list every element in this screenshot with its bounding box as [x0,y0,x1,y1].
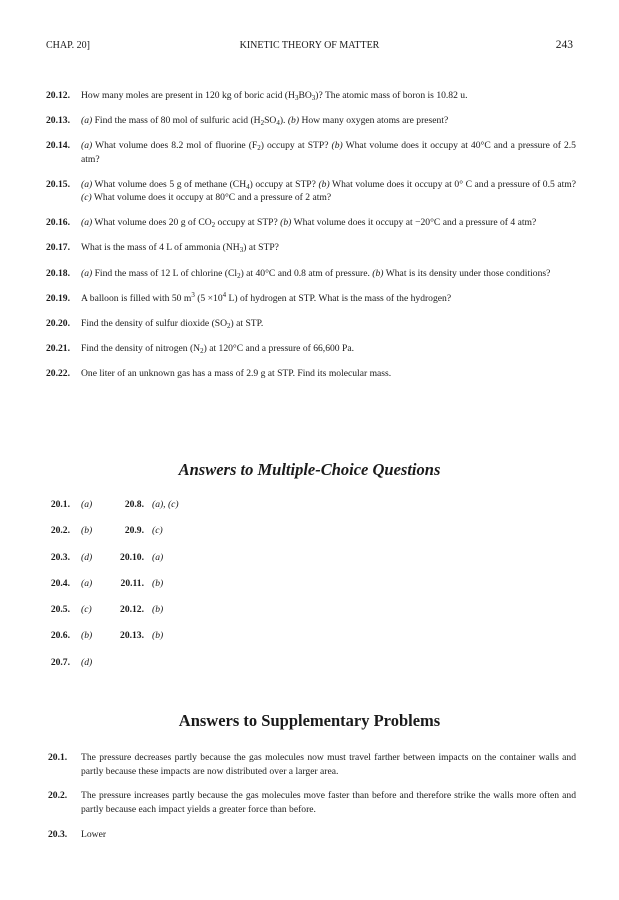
problem-item [46,267,576,281]
text-run: 3 [311,94,316,102]
question-number: 20.10. [120,551,144,563]
text-run: 2 [237,271,241,280]
text-run: SO [264,115,277,127]
text-run: (b) [331,140,343,152]
question-number: 20.5. [50,604,70,616]
problem-item [46,241,576,255]
problem-text [81,139,576,166]
text-run: What is the mass of 4 L of ammonia (NH [81,242,240,254]
mc-answers-heading: Answers to Multiple-Choice Questions [178,460,441,479]
supplementary-problems-list [46,89,576,392]
problem-item [46,292,576,306]
text-run: Find the mass of 12 L of chlorine (Cl [92,267,238,279]
text-run: ) occupy at STP? [249,178,319,190]
text-run: )? The atomic mass of boron is 10.82 u. [315,90,468,101]
problem-text [81,89,576,103]
text-run: What volume does it occupy at 80°C and a pressure of 2 atm? [91,192,332,204]
answer-choice: (c) [81,604,92,616]
answer-choice: (d) [81,656,93,668]
question-number: 20.3. [50,551,70,563]
problem-item [46,216,576,230]
question-number: 20.11. [120,577,144,589]
question-number: 20.13. [120,630,144,642]
problem-item [46,139,576,166]
text-run: occupy at STP? [215,217,281,229]
question-number: 20.7. [50,656,70,668]
answer-text: Lower [81,828,107,840]
question-number: 20.1. [50,499,70,510]
text-run: (b) [372,267,384,279]
problem-text [81,317,576,331]
text-run: BO [298,90,312,101]
text-run: ) occupy at STP? [260,140,332,152]
text-run: 2 [211,221,216,230]
text-run: (c) [81,192,92,204]
answer-text: The pressure increases partly because the gas molecules move faster than before and therefore strike the walls more often and partly because each impact yields a greater force than before. [81,790,576,815]
text-run: A balloon is filled with 50 m [81,292,192,304]
text-run: How many oxygen atoms are present? [299,115,449,127]
question-number: 20.6. [50,630,70,642]
text-run: ) at STP? [243,242,279,254]
text-run: (b) [287,115,300,127]
answer-number: 20.1. [48,752,68,763]
text-run: One liter of an unknown gas has a mass of 2.9 g at STP. Find its molecular mass. [81,367,392,379]
problem-number: 20.21. [46,342,70,354]
text-run: How many moles are present in 120 kg of boric acid (H [81,90,295,101]
problem-text [81,241,576,255]
answer-number: 20.2. [48,790,68,802]
text-run: Find the density of nitrogen (N [81,342,201,354]
question-number: 20.12. [120,604,144,616]
text-run: 2 [257,144,261,153]
answer-choice: (d) [81,551,93,563]
answer-choice: (a) [152,551,164,563]
problem-text [81,292,576,306]
text-run: What is its density under those conditions? [383,267,551,279]
text-run: (a) [81,178,93,190]
problem-item [46,317,576,331]
sp-answers-list [46,751,576,852]
text-run: 3 [239,246,244,255]
chapter-label: CHAP. 20] [46,40,90,51]
problem-item [46,89,576,103]
problem-number: 20.17. [46,242,70,254]
text-run: (a) [81,115,93,127]
problem-number: 20.15. [46,178,70,190]
text-run: (a) [81,217,93,229]
answer-choice: (a), (c) [152,499,179,510]
problem-number: 20.18. [46,267,70,279]
text-run: 2 [200,346,204,355]
question-number: 20.9. [124,525,144,537]
answer-choice: (c) [152,525,163,537]
problem-item [46,342,576,356]
problem-text [81,267,576,281]
answer-choice: (a) [81,499,93,510]
text-run: (b) [280,217,292,229]
text-run: What volume does 8.2 mol of fluorine (F [92,140,258,152]
text-run: ) at STP. [230,317,264,329]
text-run: 4 [222,290,227,299]
answer-choice: (a) [81,577,93,589]
problem-number: 20.20. [46,317,70,329]
text-run: L) of hydrogen at STP. What is the mass of the hydrogen? [226,292,452,304]
problem-item [46,114,576,128]
problem-number: 20.16. [46,217,70,229]
question-number: 20.8. [124,499,144,510]
answer-choice: (b) [152,604,164,616]
answer-number: 20.3. [48,828,68,840]
sp-answer-item [46,828,576,842]
text-run: What volume does 20 g of CO [92,217,212,229]
text-run: ) at 120°C and a pressure of 66,600 Pa. [203,342,354,354]
text-run: (a) [81,267,93,279]
question-number: 20.2. [50,525,70,537]
text-run: 4 [246,182,250,191]
sp-answers-heading: Answers to Supplementary Problems [178,711,441,730]
text-run: 4 [276,119,280,128]
text-run: 3 [191,290,195,299]
problem-number: 20.19. [46,292,70,304]
problem-item [46,178,576,205]
text-run: (a) [81,140,93,152]
problem-number: 20.22. [46,367,70,379]
text-run: 3 [294,94,299,102]
page-number: 243 [555,39,573,51]
text-run: What volume does it occupy at −20°C and a pressure of 4 atm? [291,217,537,229]
text-run: (b) [318,178,330,190]
answer-choice: (b) [81,630,93,642]
text-run: (5 ×10 [194,292,223,304]
text-run: 2 [260,119,265,128]
problem-text [81,216,576,230]
problem-number: 20.14. [46,140,70,152]
text-run: ). [279,115,288,127]
text-run: What volume does it occupy at 0° C and a pressure of 0.5 atm? [329,178,576,190]
problem-number: 20.13. [46,115,70,127]
text-run: Find the mass of 80 mol of sulfuric acid (H [92,115,261,127]
text-run: 2 [227,321,231,330]
problem-text [81,178,576,205]
text-run: ) at 40°C and 0.8 atm of pressure. [240,267,373,279]
answer-choice: (b) [152,577,164,589]
problem-number: 20.12. [46,90,70,101]
answer-choice: (b) [81,525,93,537]
running-header [46,40,573,56]
problem-text [81,367,576,381]
problem-text [81,114,576,128]
problem-text [81,342,576,356]
answer-choice: (b) [152,630,164,642]
question-number: 20.4. [50,577,70,589]
chapter-title: KINETIC THEORY OF MATTER [239,40,380,51]
problem-item [46,367,576,381]
sp-answer-item [46,751,576,778]
text-run: What volume does it occupy at 40°C and a pressure of 2.5 atm? [81,140,576,165]
sp-answer-item [46,789,576,816]
text-run: Find the density of sulfur dioxide (SO [81,317,228,329]
text-run: What volume does 5 g of methane (CH [92,178,247,190]
answer-text: The pressure decreases partly because the gas molecules now must travel farther between impacts on the container walls and partly because these impacts are now distributed over a larger area. [81,752,576,777]
